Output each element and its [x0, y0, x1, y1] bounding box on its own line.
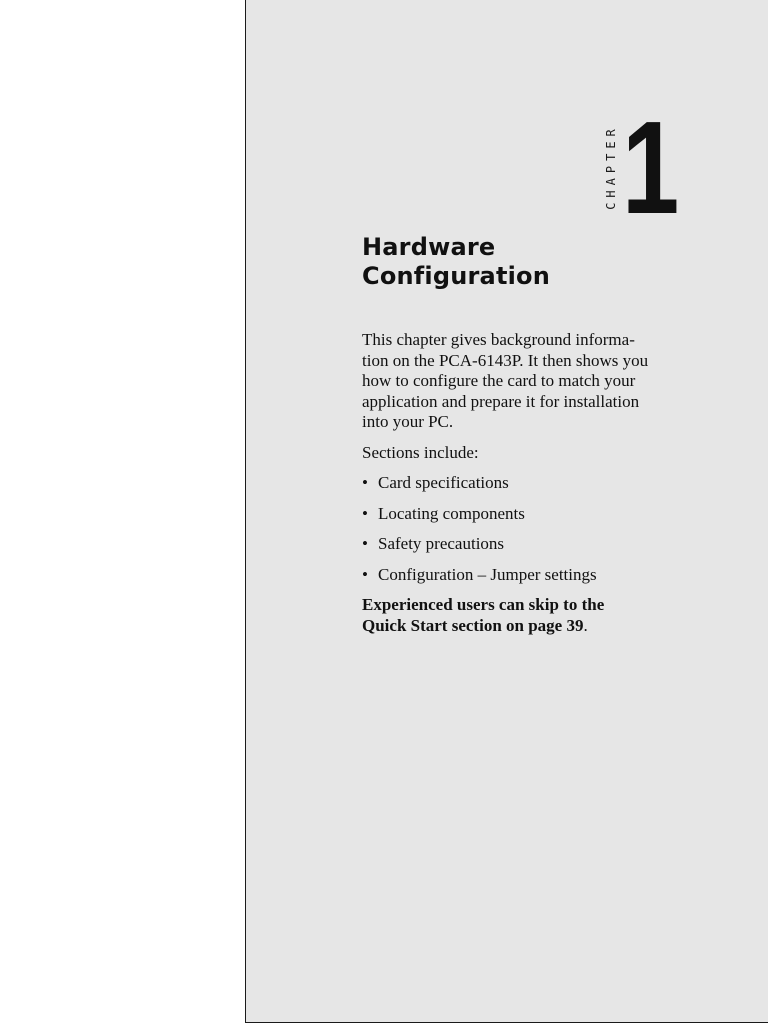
note-line-1: Experienced users can skip to the [362, 595, 605, 614]
bullet-glyph: • [362, 473, 368, 492]
sections-label: Sections include: [362, 442, 479, 462]
list-item [362, 534, 702, 555]
bullet-glyph: • [362, 503, 368, 523]
chapter-title-line-2: Configuration [362, 262, 551, 290]
list-item-text: Locating components [378, 503, 525, 523]
intro-paragraph [362, 330, 692, 433]
list-item-text: Card specifications [378, 473, 509, 492]
intro-line-4: application and prepare it for installation [362, 391, 640, 411]
list-item [362, 473, 702, 494]
bullet-glyph: • [362, 564, 368, 584]
list-item-text: Safety precautions [378, 534, 505, 553]
intro-line-3: how to configure the card to match your [362, 371, 636, 390]
intro-line-2: tion on the PCA-6143P. It then shows you [362, 350, 649, 370]
list-item [362, 565, 702, 586]
sections-list [362, 473, 702, 585]
intro-line-5: into your PC. [362, 412, 454, 431]
chapter-title [362, 233, 550, 291]
chapter-label-text: CHAPTER [604, 124, 619, 210]
chapter-label [600, 118, 622, 216]
chapter-number: 1 [622, 94, 680, 241]
chapter-title-line-1: Hardware [362, 233, 496, 261]
list-item-text: Configuration – Jumper settings [378, 564, 597, 584]
note-line-2: Quick Start section on page 39 [362, 615, 584, 635]
quick-start-note [362, 595, 702, 636]
bullet-glyph: • [362, 534, 368, 553]
list-item [362, 504, 702, 525]
note-period: . [583, 615, 588, 635]
chapter-content [362, 330, 702, 636]
intro-line-1: This chapter gives background informa- [362, 330, 635, 349]
